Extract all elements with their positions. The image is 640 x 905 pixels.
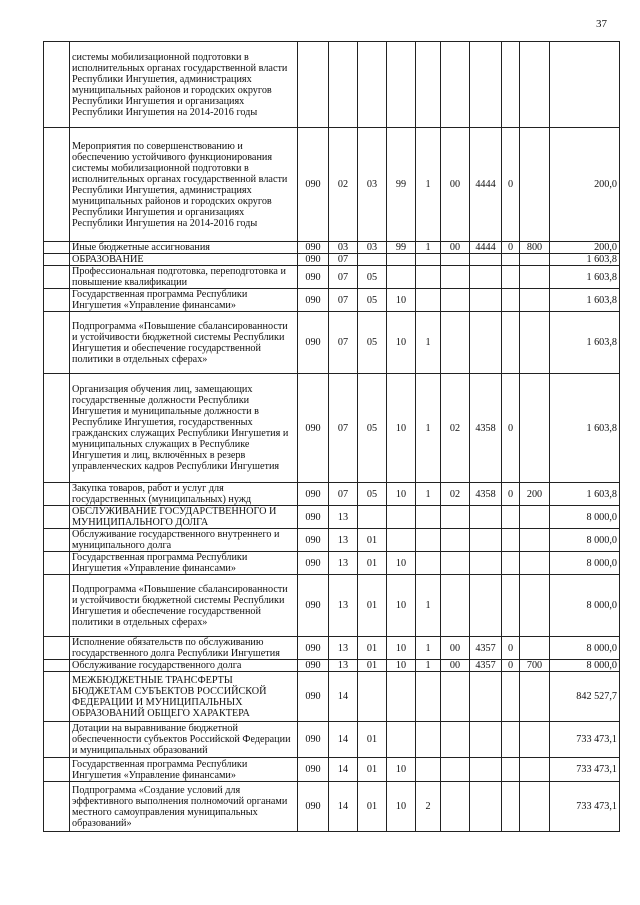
code-program (387, 266, 416, 289)
code-expense-type (520, 782, 550, 832)
code-direction: 4444 (470, 128, 502, 242)
code-section: 13 (329, 575, 358, 637)
amount: 200,0 (550, 242, 620, 254)
amount: 8 000,0 (550, 506, 620, 529)
row-name: системы мобилизационной подготовки в исполнительных органах государственной власти Республики Ингушетия, администрациях муниципальных районов и городских округов Республики Ингушетия и организациях Республики Ингушетия на 2014-2016 годы (70, 42, 298, 128)
code-program: 10 (387, 637, 416, 660)
code-extra (502, 254, 520, 266)
code-subprogram (416, 254, 441, 266)
amount: 1 603,8 (550, 312, 620, 374)
code-section: 13 (329, 506, 358, 529)
code-ministry: 090 (298, 312, 329, 374)
code-subsection: 05 (358, 289, 387, 312)
table-row (44, 289, 620, 312)
code-event (441, 289, 470, 312)
code-subsection (358, 672, 387, 722)
row-margin-cell (44, 637, 70, 660)
code-expense-type (520, 672, 550, 722)
code-program: 10 (387, 758, 416, 782)
code-program: 10 (387, 289, 416, 312)
code-program: 10 (387, 312, 416, 374)
code-direction (470, 758, 502, 782)
table-body (44, 42, 620, 832)
code-subprogram: 1 (416, 660, 441, 672)
code-extra (502, 506, 520, 529)
code-event: 02 (441, 483, 470, 506)
code-ministry: 090 (298, 289, 329, 312)
code-ministry: 090 (298, 782, 329, 832)
code-direction (470, 575, 502, 637)
code-expense-type: 800 (520, 242, 550, 254)
amount (550, 42, 620, 128)
code-subsection: 05 (358, 483, 387, 506)
code-event (441, 758, 470, 782)
code-program (387, 254, 416, 266)
row-name: Иные бюджетные ассигнования (70, 242, 298, 254)
code-section: 07 (329, 254, 358, 266)
code-ministry: 090 (298, 575, 329, 637)
code-subprogram (416, 506, 441, 529)
code-expense-type (520, 374, 550, 483)
code-section: 07 (329, 266, 358, 289)
code-extra (502, 529, 520, 552)
code-section: 07 (329, 312, 358, 374)
code-program: 10 (387, 575, 416, 637)
code-section: 13 (329, 529, 358, 552)
code-subsection: 01 (358, 782, 387, 832)
code-program (387, 529, 416, 552)
code-program: 10 (387, 374, 416, 483)
table-row (44, 128, 620, 242)
row-name: МЕЖБЮДЖЕТНЫЕ ТРАНСФЕРТЫ БЮДЖЕТАМ СУБЪЕКТОВ РОССИЙСКОЙ ФЕДЕРАЦИИ И МУНИЦИПАЛЬНЫХ ОБРАЗОВАНИЙ ОБЩЕГО ХАРАКТЕРА (70, 672, 298, 722)
table-row (44, 722, 620, 758)
code-event (441, 782, 470, 832)
code-expense-type (520, 312, 550, 374)
code-extra (502, 575, 520, 637)
code-direction: 4444 (470, 242, 502, 254)
table-row (44, 42, 620, 128)
amount: 8 000,0 (550, 552, 620, 575)
code-extra (502, 672, 520, 722)
code-subsection: 03 (358, 242, 387, 254)
code-program (387, 672, 416, 722)
code-event: 02 (441, 374, 470, 483)
code-program: 99 (387, 242, 416, 254)
code-subsection: 01 (358, 529, 387, 552)
code-section: 13 (329, 552, 358, 575)
code-section: 03 (329, 242, 358, 254)
code-section: 13 (329, 637, 358, 660)
code-subprogram (416, 529, 441, 552)
table-row (44, 242, 620, 254)
code-extra (502, 722, 520, 758)
code-subprogram: 1 (416, 312, 441, 374)
code-section: 14 (329, 758, 358, 782)
code-expense-type (520, 758, 550, 782)
row-name: Организация обучения лиц, замещающих государственные должности Республики Ингушетия и муниципальные должности в Республике Ингушетия, государственных гражданских служащих Республики Ингушетия и муниципальных служащих в Республике Ингушетия и лиц, включённых в резерв управленческих кадров Республики Ингушетия (70, 374, 298, 483)
table-row (44, 782, 620, 832)
table-row (44, 637, 620, 660)
amount: 1 603,8 (550, 289, 620, 312)
code-ministry: 090 (298, 242, 329, 254)
row-name: Государственная программа Республики Ингушетия «Управление финансами» (70, 289, 298, 312)
row-name: Обслуживание государственного внутреннего и муниципального долга (70, 529, 298, 552)
row-margin-cell (44, 506, 70, 529)
row-margin-cell (44, 312, 70, 374)
code-subprogram (416, 42, 441, 128)
row-margin-cell (44, 483, 70, 506)
code-subsection: 03 (358, 128, 387, 242)
code-extra (502, 758, 520, 782)
table-row (44, 660, 620, 672)
code-extra: 0 (502, 128, 520, 242)
code-section: 14 (329, 672, 358, 722)
code-direction: 4358 (470, 483, 502, 506)
code-subprogram (416, 672, 441, 722)
table-row (44, 266, 620, 289)
code-extra: 0 (502, 637, 520, 660)
code-extra: 0 (502, 660, 520, 672)
code-subprogram (416, 266, 441, 289)
code-subsection: 05 (358, 312, 387, 374)
code-subsection (358, 42, 387, 128)
code-expense-type (520, 722, 550, 758)
table-row (44, 254, 620, 266)
code-direction (470, 254, 502, 266)
code-ministry: 090 (298, 637, 329, 660)
amount: 200,0 (550, 128, 620, 242)
code-expense-type (520, 42, 550, 128)
table-row (44, 529, 620, 552)
code-direction: 4357 (470, 637, 502, 660)
row-name: Подпрограмма «Повышение сбалансированности и устойчивости бюджетной системы Республики Ингушетия и обеспечение государственной политики в отдельных сферах» (70, 312, 298, 374)
row-margin-cell (44, 128, 70, 242)
code-event (441, 722, 470, 758)
code-program: 10 (387, 483, 416, 506)
code-subsection: 01 (358, 552, 387, 575)
code-event (441, 42, 470, 128)
amount: 733 473,1 (550, 758, 620, 782)
code-subprogram: 2 (416, 782, 441, 832)
code-direction (470, 722, 502, 758)
code-event: 00 (441, 660, 470, 672)
code-subprogram: 1 (416, 242, 441, 254)
code-event: 00 (441, 128, 470, 242)
code-section: 07 (329, 374, 358, 483)
amount: 8 000,0 (550, 575, 620, 637)
code-event (441, 672, 470, 722)
code-subprogram: 1 (416, 575, 441, 637)
code-program: 10 (387, 660, 416, 672)
code-direction (470, 782, 502, 832)
row-margin-cell (44, 266, 70, 289)
row-name: Подпрограмма «Создание условий для эффективного выполнения полномочий органами местного самоуправления муниципальных образований» (70, 782, 298, 832)
code-subprogram (416, 722, 441, 758)
code-extra (502, 266, 520, 289)
code-ministry: 090 (298, 374, 329, 483)
table-row (44, 552, 620, 575)
row-name: ОБРАЗОВАНИЕ (70, 254, 298, 266)
code-subsection (358, 254, 387, 266)
amount: 1 603,8 (550, 483, 620, 506)
code-extra (502, 552, 520, 575)
code-subprogram: 1 (416, 637, 441, 660)
code-extra: 0 (502, 374, 520, 483)
code-subsection: 01 (358, 758, 387, 782)
code-ministry: 090 (298, 722, 329, 758)
code-subprogram: 1 (416, 128, 441, 242)
code-event (441, 575, 470, 637)
code-extra (502, 782, 520, 832)
code-expense-type: 700 (520, 660, 550, 672)
code-section: 14 (329, 782, 358, 832)
code-ministry: 090 (298, 483, 329, 506)
code-subsection: 01 (358, 660, 387, 672)
code-direction (470, 506, 502, 529)
amount: 733 473,1 (550, 722, 620, 758)
code-expense-type: 200 (520, 483, 550, 506)
code-ministry: 090 (298, 672, 329, 722)
row-margin-cell (44, 782, 70, 832)
code-ministry: 090 (298, 506, 329, 529)
row-margin-cell (44, 242, 70, 254)
table-row (44, 483, 620, 506)
row-margin-cell (44, 374, 70, 483)
row-margin-cell (44, 672, 70, 722)
code-event: 00 (441, 637, 470, 660)
code-expense-type (520, 289, 550, 312)
page-number: 37 (596, 18, 607, 30)
row-name: Подпрограмма «Повышение сбалансированности и устойчивости бюджетной системы Республики Ингушетия и обеспечение государственной политики в отдельных сферах» (70, 575, 298, 637)
code-direction (470, 672, 502, 722)
code-section: 07 (329, 289, 358, 312)
table-row (44, 575, 620, 637)
code-subprogram (416, 758, 441, 782)
code-event (441, 506, 470, 529)
row-margin-cell (44, 722, 70, 758)
code-subsection: 01 (358, 637, 387, 660)
row-name: Дотации на выравнивание бюджетной обеспеченности субъектов Российской Федерации и муниципальных образований (70, 722, 298, 758)
amount: 733 473,1 (550, 782, 620, 832)
code-extra: 0 (502, 483, 520, 506)
code-section: 07 (329, 483, 358, 506)
code-program (387, 42, 416, 128)
code-section (329, 42, 358, 128)
code-direction (470, 312, 502, 374)
table-row (44, 312, 620, 374)
row-name: Мероприятия по совершенствованию и обеспечению устойчивого функционирования системы мобилизационной подготовки в исполнительных органах государственной власти Республики Ингушетия, администрациях муниципальных районов и городских округов Республики Ингушетия и организациях Республики Ингушетия на 2014-2016 годы (70, 128, 298, 242)
code-ministry (298, 42, 329, 128)
row-margin-cell (44, 289, 70, 312)
code-expense-type (520, 266, 550, 289)
code-expense-type (520, 128, 550, 242)
row-margin-cell (44, 660, 70, 672)
code-ministry: 090 (298, 660, 329, 672)
row-margin-cell (44, 529, 70, 552)
code-expense-type (520, 506, 550, 529)
row-name: Закупка товаров, работ и услуг для государственных (муниципальных) нужд (70, 483, 298, 506)
code-section: 13 (329, 660, 358, 672)
row-margin-cell (44, 254, 70, 266)
code-subprogram: 1 (416, 483, 441, 506)
code-program: 10 (387, 552, 416, 575)
code-event (441, 529, 470, 552)
amount: 8 000,0 (550, 529, 620, 552)
code-subsection: 05 (358, 266, 387, 289)
table-row (44, 758, 620, 782)
amount: 8 000,0 (550, 637, 620, 660)
row-margin-cell (44, 552, 70, 575)
code-extra (502, 312, 520, 374)
row-name: Государственная программа Республики Ингушетия «Управление финансами» (70, 758, 298, 782)
code-program (387, 722, 416, 758)
row-name: Профессиональная подготовка, переподготовка и повышение квалификации (70, 266, 298, 289)
code-event (441, 266, 470, 289)
code-subsection: 01 (358, 575, 387, 637)
row-name: Обслуживание государственного долга (70, 660, 298, 672)
amount: 1 603,8 (550, 374, 620, 483)
amount: 8 000,0 (550, 660, 620, 672)
code-program: 99 (387, 128, 416, 242)
code-ministry: 090 (298, 529, 329, 552)
code-subsection (358, 506, 387, 529)
amount: 1 603,8 (550, 254, 620, 266)
code-direction (470, 42, 502, 128)
budget-table (43, 41, 620, 832)
code-program (387, 506, 416, 529)
code-subsection: 01 (358, 722, 387, 758)
table-row (44, 506, 620, 529)
code-extra (502, 289, 520, 312)
table-row (44, 672, 620, 722)
row-name: ОБСЛУЖИВАНИЕ ГОСУДАРСТВЕННОГО И МУНИЦИПАЛЬНОГО ДОЛГА (70, 506, 298, 529)
code-direction (470, 266, 502, 289)
code-direction (470, 289, 502, 312)
code-event: 00 (441, 242, 470, 254)
code-subprogram (416, 289, 441, 312)
amount: 842 527,7 (550, 672, 620, 722)
row-margin-cell (44, 42, 70, 128)
row-name: Исполнение обязательств по обслуживанию государственного долга Республики Ингушетия (70, 637, 298, 660)
code-extra (502, 42, 520, 128)
code-expense-type (520, 637, 550, 660)
code-extra: 0 (502, 242, 520, 254)
code-expense-type (520, 552, 550, 575)
code-direction: 4358 (470, 374, 502, 483)
code-subprogram: 1 (416, 374, 441, 483)
code-direction (470, 529, 502, 552)
code-expense-type (520, 575, 550, 637)
code-subsection: 05 (358, 374, 387, 483)
code-event (441, 312, 470, 374)
code-subprogram (416, 552, 441, 575)
code-ministry: 090 (298, 552, 329, 575)
code-ministry: 090 (298, 128, 329, 242)
row-margin-cell (44, 575, 70, 637)
code-expense-type (520, 529, 550, 552)
code-direction: 4357 (470, 660, 502, 672)
row-margin-cell (44, 758, 70, 782)
amount: 1 603,8 (550, 266, 620, 289)
code-section: 14 (329, 722, 358, 758)
code-ministry: 090 (298, 266, 329, 289)
code-event (441, 254, 470, 266)
row-name: Государственная программа Республики Ингушетия «Управление финансами» (70, 552, 298, 575)
code-event (441, 552, 470, 575)
code-direction (470, 552, 502, 575)
code-ministry: 090 (298, 254, 329, 266)
code-program: 10 (387, 782, 416, 832)
table-row (44, 374, 620, 483)
code-section: 02 (329, 128, 358, 242)
code-ministry: 090 (298, 758, 329, 782)
code-expense-type (520, 254, 550, 266)
